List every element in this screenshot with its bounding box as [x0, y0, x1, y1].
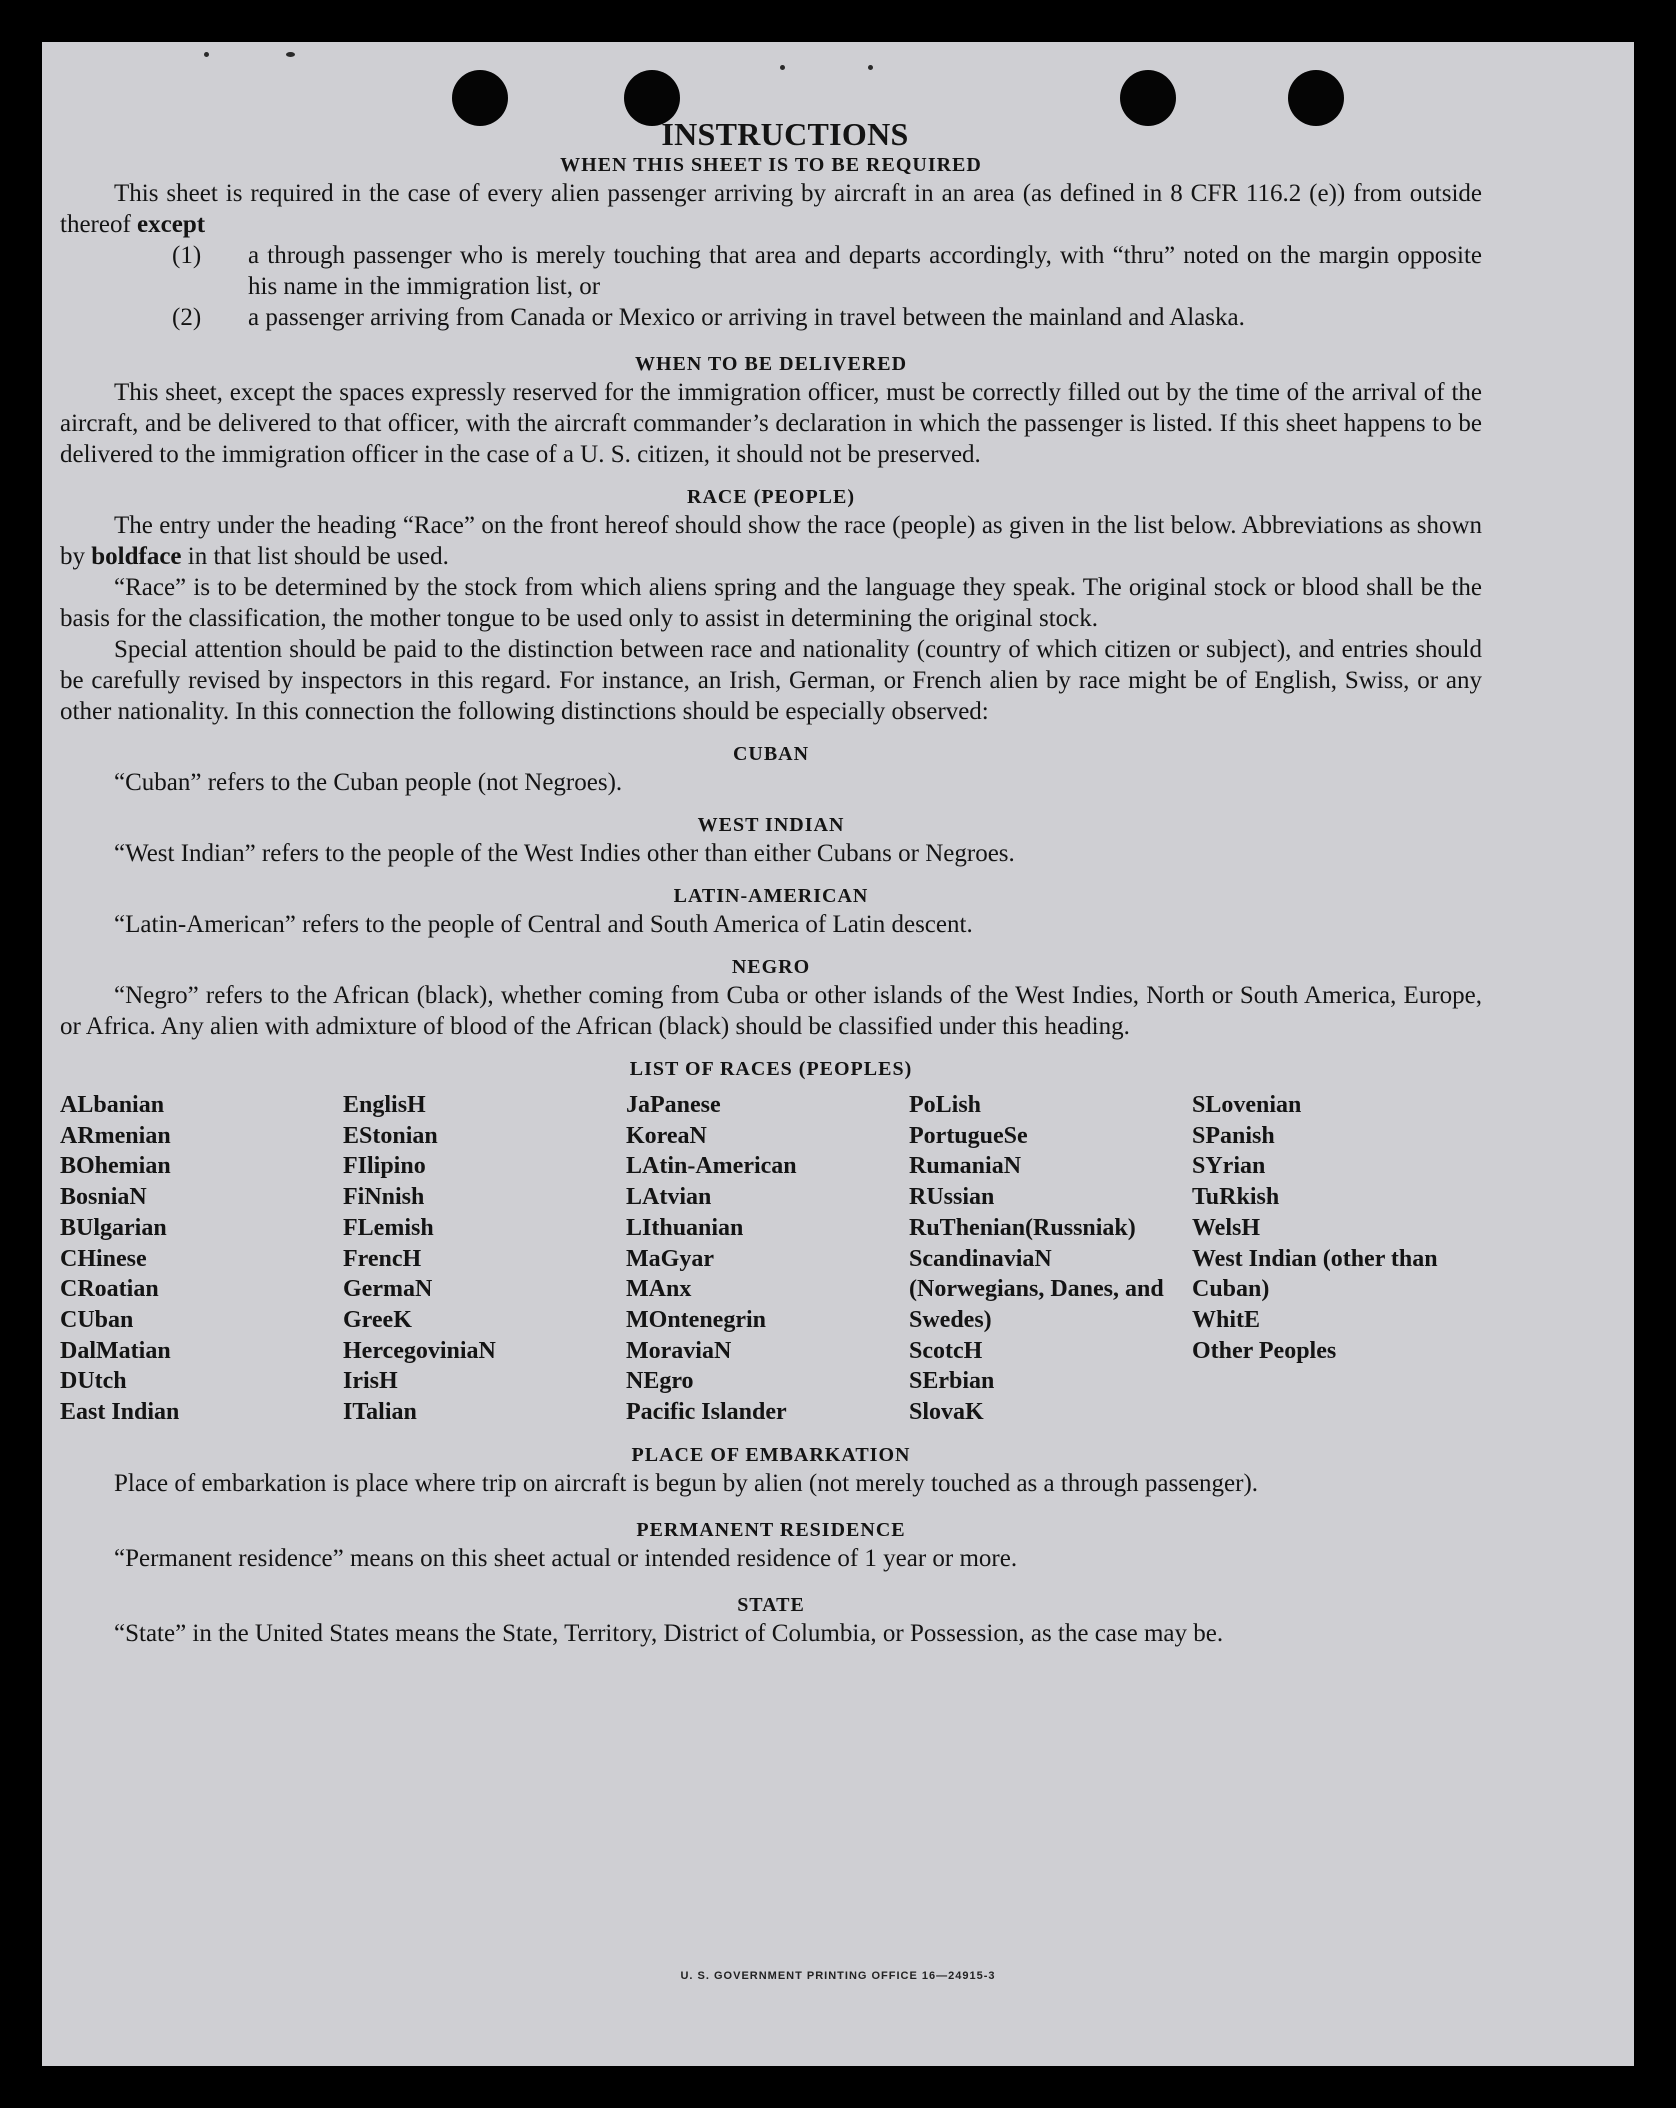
- race-entry: East Indian: [60, 1399, 180, 1426]
- race-entry: NEgro: [626, 1368, 694, 1395]
- race-entry: GreeK: [343, 1306, 412, 1333]
- heading-list-of-races: LIST OF RACES (PEOPLES): [629, 1058, 913, 1080]
- race-entry: CUban: [60, 1306, 134, 1333]
- race-entry: LAtin-American: [626, 1153, 797, 1180]
- race-entry: BOhemian: [60, 1153, 171, 1180]
- heading-latin-american: LATIN-AMERICAN: [673, 885, 869, 907]
- speck: [780, 65, 785, 70]
- race-entry: BUlgarian: [60, 1214, 167, 1241]
- speck: [204, 52, 209, 57]
- races-column-3: [626, 1090, 909, 1428]
- negro-text: “Negro” refers to the African (black), whether coming from Cuba or other islands of the West Indies, North or South America, Europe, or Africa. Any alien with admixture of blood of the African (black) should be classified under this heading.: [60, 982, 1482, 1040]
- page-title: INSTRUCTIONS: [661, 116, 909, 152]
- race-entry: JaPanese: [626, 1092, 721, 1118]
- required-except: except: [137, 211, 206, 238]
- race-paragraph-2: “Race” is to be determined by the stock from which aliens spring and the language they speak. The original stock or blood shall be the basis for the classification, the mother tongue to be used only to assist in determining the original stock.: [60, 574, 1482, 632]
- instructions-body: [60, 116, 1482, 1649]
- race-entry: CRoatian: [60, 1276, 159, 1303]
- race-entry: MoraviaN: [626, 1337, 732, 1364]
- heading-embarkation: PLACE OF EMBARKATION: [631, 1443, 911, 1466]
- speck: [286, 52, 295, 57]
- race-entry: FiNnish: [343, 1184, 425, 1211]
- race-entry: EnglisH: [343, 1092, 426, 1118]
- required-item-2: (2) a passenger arriving from Canada or Mexico or arriving in travel between the mainland and Alaska.: [172, 304, 1245, 331]
- delivered-text: This sheet, except the spaces expressly reserved for the immigration officer, must be correctly filled out by the time of the arrival of the aircraft, and be delivered to that officer, with the aircraft commander’s declaration in which the passenger is listed. If this sheet happens to be delivered to the immigration officer in the case of a U. S. citizen, it should not be preserved.: [60, 379, 1482, 468]
- speck: [868, 65, 873, 70]
- race-entry: ScandinaviaN (Norwegians, Danes, and Swedes): [909, 1245, 1164, 1333]
- race-entry: MAnx: [626, 1276, 692, 1303]
- race-entry: FIlipino: [343, 1153, 426, 1180]
- race-entry: SLovenian: [1192, 1092, 1302, 1118]
- required-item-1: (1) a through passenger who is merely touching that area and departs accordingly, with “thru” noted on the margin opposite his name in the immigration list, or: [172, 242, 1482, 300]
- heading-race: RACE (PEOPLE): [687, 486, 855, 508]
- race-entry: DUtch: [60, 1368, 127, 1395]
- races-column-5: [1192, 1090, 1482, 1428]
- race-entry: Other Peoples: [1192, 1337, 1337, 1364]
- heading-state: STATE: [737, 1593, 805, 1616]
- race-entry: RuThenian(Russniak): [909, 1214, 1136, 1241]
- document-sheet: [42, 42, 1634, 2066]
- heading-negro: NEGRO: [731, 956, 811, 978]
- race-entry: MOntenegrin: [626, 1306, 766, 1333]
- state-text: “State” in the United States means the State, Territory, District of Columbia, or Possession, as the case may be.: [114, 1619, 1224, 1647]
- race-paragraph-1: The entry under the heading “Race” on the front hereof should show the race (people) as given in the list below. Abbreviations as shown by boldface in that list should be used.: [60, 512, 1482, 570]
- race-entry: FLemish: [343, 1214, 434, 1241]
- race-entry: PoLish: [909, 1092, 982, 1118]
- race-entry: WelsH: [1192, 1214, 1261, 1241]
- heading-required: WHEN THIS SHEET IS TO BE REQUIRED: [560, 154, 982, 176]
- races-column-4: [909, 1090, 1192, 1428]
- heading-cuban: CUBAN: [732, 743, 810, 765]
- race-entry: RUssian: [909, 1184, 995, 1211]
- race-paragraph-3: Special attention should be paid to the distinction between race and nationality (country of which citizen or subject), and entries should be carefully revised by inspectors in this regard. For instance, an Irish, German, or French alien by race might be of English, Swiss, or any other nationality. In this connection the following distinctions should be especially observed:: [60, 636, 1482, 725]
- cuban-text: “Cuban” refers to the Cuban people (not Negroes).: [114, 769, 623, 796]
- race-entry: GermaN: [343, 1276, 433, 1303]
- race-entry: Pacific Islander: [626, 1399, 787, 1426]
- required-intro: This sheet is required in the case of every alien passenger arriving by aircraft in an area (as defined in 8 CFR 116.2 (e)) from outside thereof except: [60, 180, 1482, 238]
- races-column-2: [343, 1090, 626, 1428]
- residence-text: “Permanent residence” means on this sheet actual or intended residence of 1 year or more.: [114, 1544, 1018, 1572]
- race-entry: FrencH: [343, 1245, 422, 1272]
- heading-residence: PERMANENT RESIDENCE: [636, 1518, 906, 1541]
- race-entry: RumaniaN: [909, 1153, 1022, 1180]
- race-entry: ALbanian: [60, 1092, 165, 1118]
- race-entry: KoreaN: [626, 1122, 707, 1149]
- race-entry: SlovaK: [909, 1399, 984, 1426]
- race-entry: West Indian (other than Cuban): [1192, 1245, 1438, 1303]
- boldface-word: boldface: [91, 543, 182, 570]
- race-entry: TuRkish: [1192, 1184, 1280, 1211]
- races-list: [60, 1090, 1482, 1428]
- race-entry: WhitE: [1192, 1306, 1261, 1333]
- races-column-1: [60, 1090, 343, 1428]
- race-entry: ARmenian: [60, 1122, 171, 1149]
- race-entry: DalMatian: [60, 1337, 171, 1364]
- race-entry: PortugueSe: [909, 1122, 1028, 1149]
- race-entry: CHinese: [60, 1245, 147, 1272]
- race-entry: EStonian: [343, 1122, 438, 1149]
- race-entry: ITalian: [343, 1399, 417, 1426]
- heading-delivered: WHEN TO BE DELIVERED: [634, 353, 908, 375]
- race-entry: MaGyar: [626, 1245, 714, 1272]
- race-entry: LAtvian: [626, 1184, 712, 1211]
- heading-west-indian: WEST INDIAN: [697, 814, 845, 836]
- printer-imprint: U. S. GOVERNMENT PRINTING OFFICE 16—24915-3: [680, 1970, 996, 1982]
- west-indian-text: “West Indian” refers to the people of the West Indies other than either Cubans or Negroes.: [114, 840, 1015, 867]
- race-entry: SPanish: [1192, 1122, 1275, 1149]
- race-entry: IrisH: [343, 1368, 398, 1395]
- race-entry: BosniaN: [60, 1184, 147, 1211]
- race-entry: LIthuanian: [626, 1214, 744, 1241]
- embarkation-text: Place of embarkation is place where trip on aircraft is begun by alien (not merely touched as a through passenger).: [114, 1469, 1259, 1497]
- race-entry: SYrian: [1192, 1153, 1266, 1180]
- race-entry: ScotcH: [909, 1337, 983, 1364]
- race-entry: HercegoviniaN: [343, 1337, 496, 1364]
- race-entry: SErbian: [909, 1368, 995, 1395]
- latin-american-text: “Latin-American” refers to the people of Central and South America of Latin descent.: [114, 911, 973, 938]
